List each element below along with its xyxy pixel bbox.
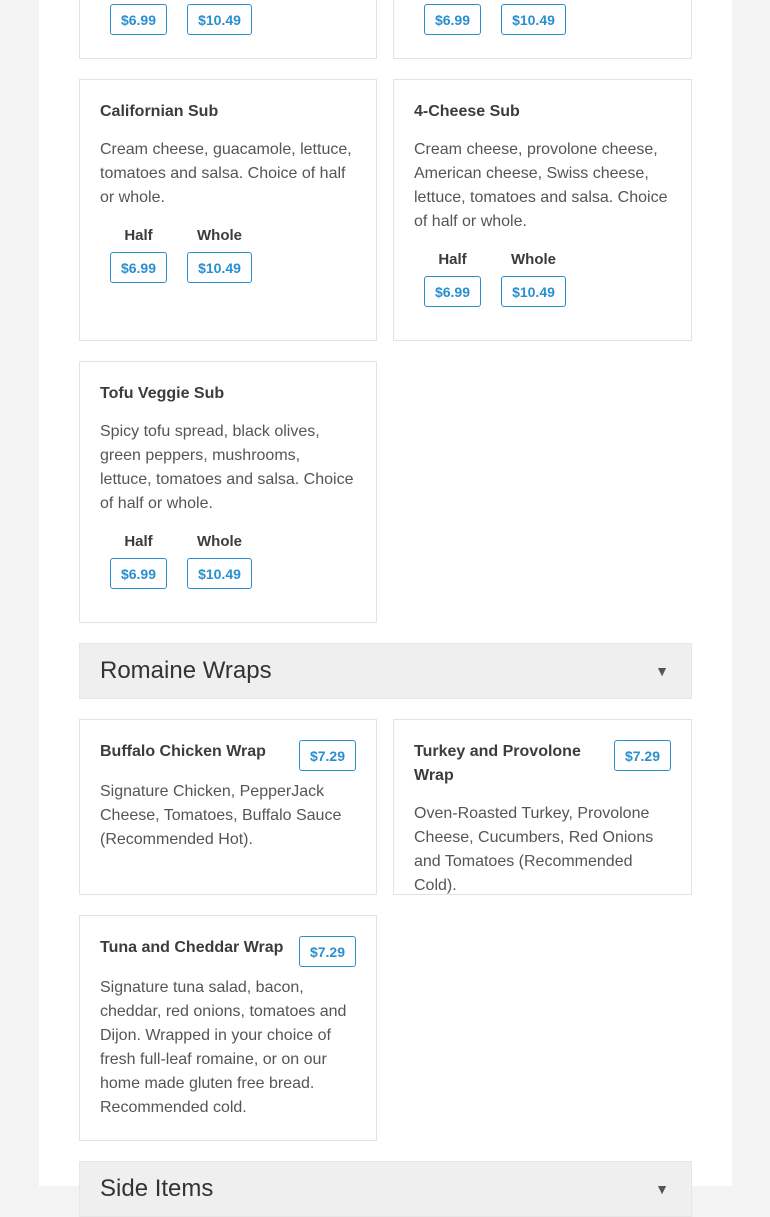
menu-item-card xyxy=(79,719,377,895)
menu-item-card xyxy=(79,79,377,341)
whole-price-button[interactable]: $10.49 xyxy=(187,252,252,283)
item-description: Oven-Roasted Turkey, Provolone Cheese, Cucumbers, Red Onions and Tomatoes (Recommended Cold). xyxy=(414,805,654,894)
section-header-romaine-wraps[interactable] xyxy=(79,643,692,699)
whole-price-button[interactable]: $10.49 xyxy=(187,558,252,589)
whole-price-button[interactable]: $10.49 xyxy=(501,276,566,307)
half-price-button[interactable]: $6.99 xyxy=(424,4,481,35)
whole-label: Whole xyxy=(511,251,556,268)
half-price-button[interactable]: $6.99 xyxy=(424,276,481,307)
item-name: Buffalo Chicken Wrap xyxy=(100,743,266,760)
section-title: Side Items xyxy=(100,1175,214,1202)
price-button[interactable]: $7.29 xyxy=(614,740,671,771)
half-price-button[interactable]: $6.99 xyxy=(110,252,167,283)
item-description: Cream cheese, provolone cheese, American cheese, Swiss cheese, lettuce, tomatoes and salsa. Choice of half or whole. xyxy=(414,141,668,230)
price-button[interactable]: $7.29 xyxy=(299,936,356,967)
menu-item-card xyxy=(79,361,377,623)
half-label: Half xyxy=(124,533,153,550)
item-name: Tofu Veggie Sub xyxy=(100,385,225,402)
item-name: 4-Cheese Sub xyxy=(414,103,520,120)
section-title: Romaine Wraps xyxy=(100,657,272,684)
item-description: Signature Chicken, PepperJack Cheese, Tomatoes, Buffalo Sauce (Recommended Hot). xyxy=(100,783,342,848)
menu-item-card-partial xyxy=(393,0,692,59)
whole-price-button[interactable]: $10.49 xyxy=(501,4,566,35)
section-header-side-items[interactable] xyxy=(79,1161,692,1217)
item-name: Tuna and Cheddar Wrap xyxy=(100,939,284,956)
whole-label: Whole xyxy=(197,227,242,244)
whole-price-button[interactable]: $10.49 xyxy=(187,4,252,35)
item-description: Spicy tofu spread, black olives, green peppers, mushrooms, lettuce, tomatoes and salsa. Choice of half or whole. xyxy=(100,423,354,512)
menu-item-card xyxy=(79,915,377,1141)
menu-item-card-partial xyxy=(79,0,377,59)
item-description: Cream cheese, guacamole, lettuce, tomatoes and salsa. Choice of half or whole. xyxy=(100,141,352,206)
half-label: Half xyxy=(124,227,153,244)
whole-label: Whole xyxy=(197,533,242,550)
caret-down-icon: ▼ xyxy=(655,1181,669,1197)
item-name: Turkey and Provolone Wrap xyxy=(414,743,581,784)
item-name: Californian Sub xyxy=(100,103,219,120)
menu-item-card xyxy=(393,719,692,895)
half-price-button[interactable]: $6.99 xyxy=(110,4,167,35)
price-button[interactable]: $7.29 xyxy=(299,740,356,771)
half-label: Half xyxy=(438,251,467,268)
item-description: Signature tuna salad, bacon, cheddar, red onions, tomatoes and Dijon. Wrapped in your choice of fresh full-leaf romaine, or on our home made gluten free bread. Recommended cold. xyxy=(100,979,347,1116)
caret-down-icon: ▼ xyxy=(655,663,669,679)
menu-item-card xyxy=(393,79,692,341)
half-price-button[interactable]: $6.99 xyxy=(110,558,167,589)
